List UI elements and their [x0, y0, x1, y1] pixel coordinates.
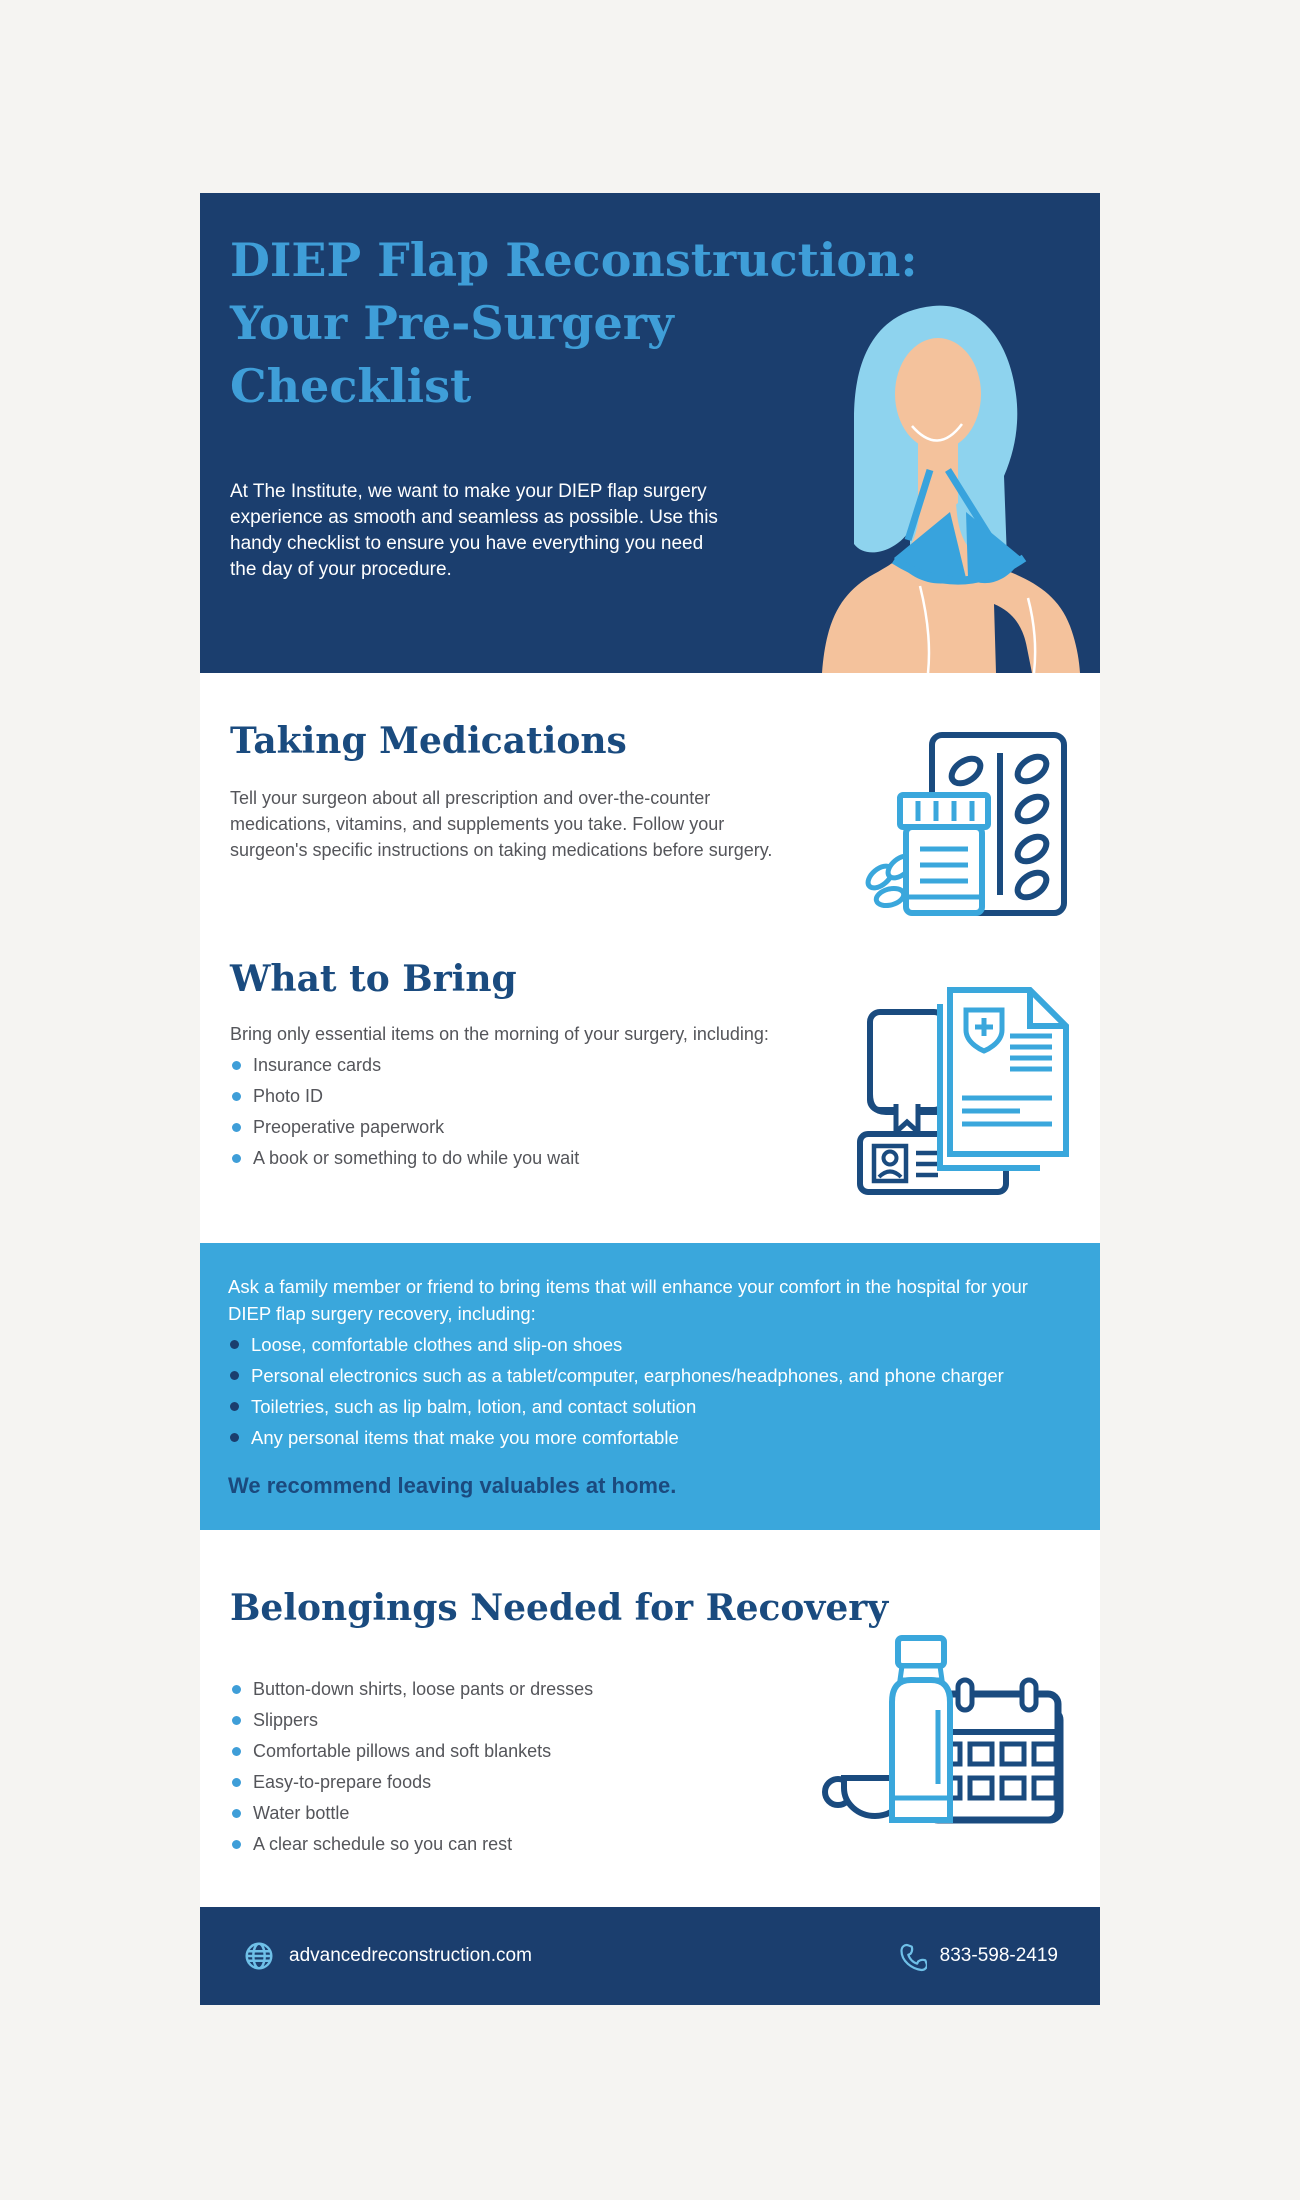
recovery-title: Belongings Needed for Recovery: [230, 1587, 889, 1629]
list-item: [230, 1052, 830, 1078]
what-to-bring-block: [230, 1021, 830, 1171]
list-item: [228, 1424, 1072, 1451]
what-to-bring-title: What to Bring: [230, 958, 517, 1000]
page-title-line1: DIEP Flap Reconstruction:: [230, 233, 918, 287]
bullet-dot-icon: [232, 1747, 241, 1756]
list-item: [228, 1362, 1072, 1389]
list-item-label: Personal electronics such as a tablet/computer, earphones/headphones, and phone charger: [251, 1365, 1004, 1386]
header-section: [200, 193, 1100, 673]
footer-website[interactable]: [242, 1939, 532, 1973]
infographic-card: [200, 193, 1100, 2005]
list-item: [228, 1393, 1072, 1420]
bullet-dot-icon: [230, 1340, 239, 1349]
header-intro-text: At The Institute, we want to make your DIEP flap surgery experience as smooth and seamless as possible. Use this handy checklist to ensure you have everything you need the day of your procedure.: [230, 481, 718, 580]
footer-phone[interactable]: [893, 1939, 1058, 1973]
globe-icon: [242, 1939, 276, 1973]
list-item: [230, 1145, 830, 1171]
list-item-label: Toiletries, such as lip balm, lotion, and contact solution: [251, 1396, 697, 1417]
bullet-dot-icon: [232, 1840, 241, 1849]
bullet-dot-icon: [232, 1154, 241, 1163]
medications-icon: [858, 725, 1078, 923]
valuables-note: We recommend leaving valuables at home.: [228, 1473, 677, 1498]
list-item: [230, 1801, 790, 1825]
website-label: advancedreconstruction.com: [289, 1945, 532, 1966]
medications-title: Taking Medications: [230, 720, 627, 762]
footer-bar: [200, 1907, 1100, 2005]
bullet-dot-icon: [232, 1716, 241, 1725]
list-item-label: Loose, comfortable clothes and slip-on shoes: [251, 1334, 623, 1355]
list-item-label: A book or something to do while you wait: [253, 1148, 580, 1168]
bullet-dot-icon: [232, 1685, 241, 1694]
list-item-label: Preoperative paperwork: [253, 1117, 445, 1137]
list-item-label: Comfortable pillows and soft blankets: [253, 1741, 552, 1761]
list-item: [230, 1677, 790, 1701]
bullet-dot-icon: [230, 1402, 239, 1411]
bullet-dot-icon: [232, 1778, 241, 1787]
phone-label: 833-598-2419: [939, 1945, 1058, 1966]
woman-illustration: [770, 298, 1100, 673]
list-item-label: Photo ID: [253, 1086, 324, 1106]
medications-and-bring-section: [200, 673, 1100, 1243]
medications-body: Tell your surgeon about all prescription and over-the-counter medications, vitamins, and supplements you take. Follow your surgeon's specific instructions on taking medications before surgery.: [230, 788, 773, 860]
recovery-block: [230, 1670, 790, 1856]
recovery-section: [200, 1530, 1100, 1907]
recovery-list: [230, 1677, 790, 1856]
list-item-label: Any personal items that make you more comfortable: [251, 1427, 679, 1448]
list-item: [230, 1708, 790, 1732]
what-to-bring-intro: Bring only essential items on the morning of your surgery, including:: [230, 1024, 769, 1044]
comfort-items-band: [200, 1243, 1100, 1530]
page-title-line3: Checklist: [230, 359, 472, 413]
documents-book-id-icon: [844, 978, 1086, 1200]
list-item: [230, 1114, 830, 1140]
bullet-dot-icon: [230, 1433, 239, 1442]
bullet-dot-icon: [230, 1371, 239, 1380]
list-item-label: Button-down shirts, loose pants or dresses: [253, 1679, 594, 1699]
list-item-label: Insurance cards: [253, 1055, 382, 1075]
bullet-dot-icon: [232, 1092, 241, 1101]
comfort-band-intro: Ask a family member or friend to bring items that will enhance your comfort in the hospital for your DIEP flap surgery recovery, including:: [228, 1276, 1028, 1324]
comfort-band-list: [228, 1331, 1072, 1451]
bullet-dot-icon: [232, 1061, 241, 1070]
list-item-label: Slippers: [253, 1710, 319, 1730]
list-item: [230, 1083, 830, 1109]
list-item-label: Water bottle: [253, 1803, 350, 1823]
list-item-label: A clear schedule so you can rest: [253, 1834, 513, 1854]
list-item: [230, 1832, 790, 1856]
list-item-label: Easy-to-prepare foods: [253, 1772, 432, 1792]
bullet-dot-icon: [232, 1123, 241, 1132]
bullet-dot-icon: [232, 1809, 241, 1818]
list-item: [230, 1739, 790, 1763]
what-to-bring-list: [230, 1052, 830, 1171]
page-title-line2: Your Pre-Surgery: [230, 296, 674, 350]
list-item: [228, 1331, 1072, 1358]
recovery-items-icon: [810, 1632, 1072, 1828]
phone-icon: [893, 1939, 927, 1973]
list-item: [230, 1770, 790, 1794]
